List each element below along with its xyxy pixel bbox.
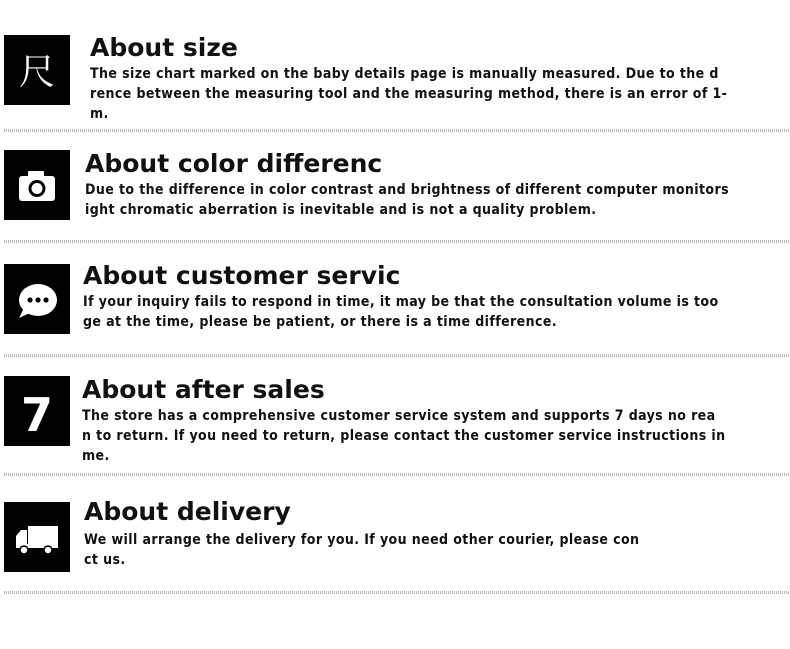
section-body: If your inquiry fails to respond in time, it may be that the consultation volume is too ge at the time, please be patient, or there is a time difference. [83, 294, 719, 330]
section-body: Due to the difference in color contrast and brightness of different computer monitors ight chromatic aberration is inevitable and is not a quality problem. [85, 182, 729, 218]
chat-bubble-icon [4, 264, 70, 334]
section-body: The store has a comprehensive customer service system and supports 7 days no rea n to return. If you need to return, please contact the customer service instructions in me. [82, 408, 726, 464]
delivery-truck-icon [4, 502, 70, 572]
number-seven-icon [4, 376, 70, 446]
section-body: The size chart marked on the baby details page is manually measured. Due to the d rence between the measuring tool and the measuring method, there is an error of 1- m. [90, 66, 728, 122]
section-title: About after sales [82, 375, 325, 404]
section-title: About color differenc [85, 149, 383, 178]
section-divider [4, 473, 790, 476]
section-title: About size [90, 33, 238, 62]
section-divider [4, 240, 790, 243]
camera-icon [4, 150, 70, 220]
svg-text:尺: 尺 [18, 52, 56, 93]
section-divider [4, 129, 790, 132]
section-divider [4, 354, 790, 357]
section-title: About customer servic [83, 261, 401, 290]
section-divider [4, 591, 790, 594]
section-body: We will arrange the delivery for you. If you need other courier, please con ct us. [84, 532, 640, 568]
section-title: About delivery [84, 497, 291, 526]
svg-text:7: 7 [20, 388, 54, 442]
ruler-char-icon [4, 35, 70, 105]
